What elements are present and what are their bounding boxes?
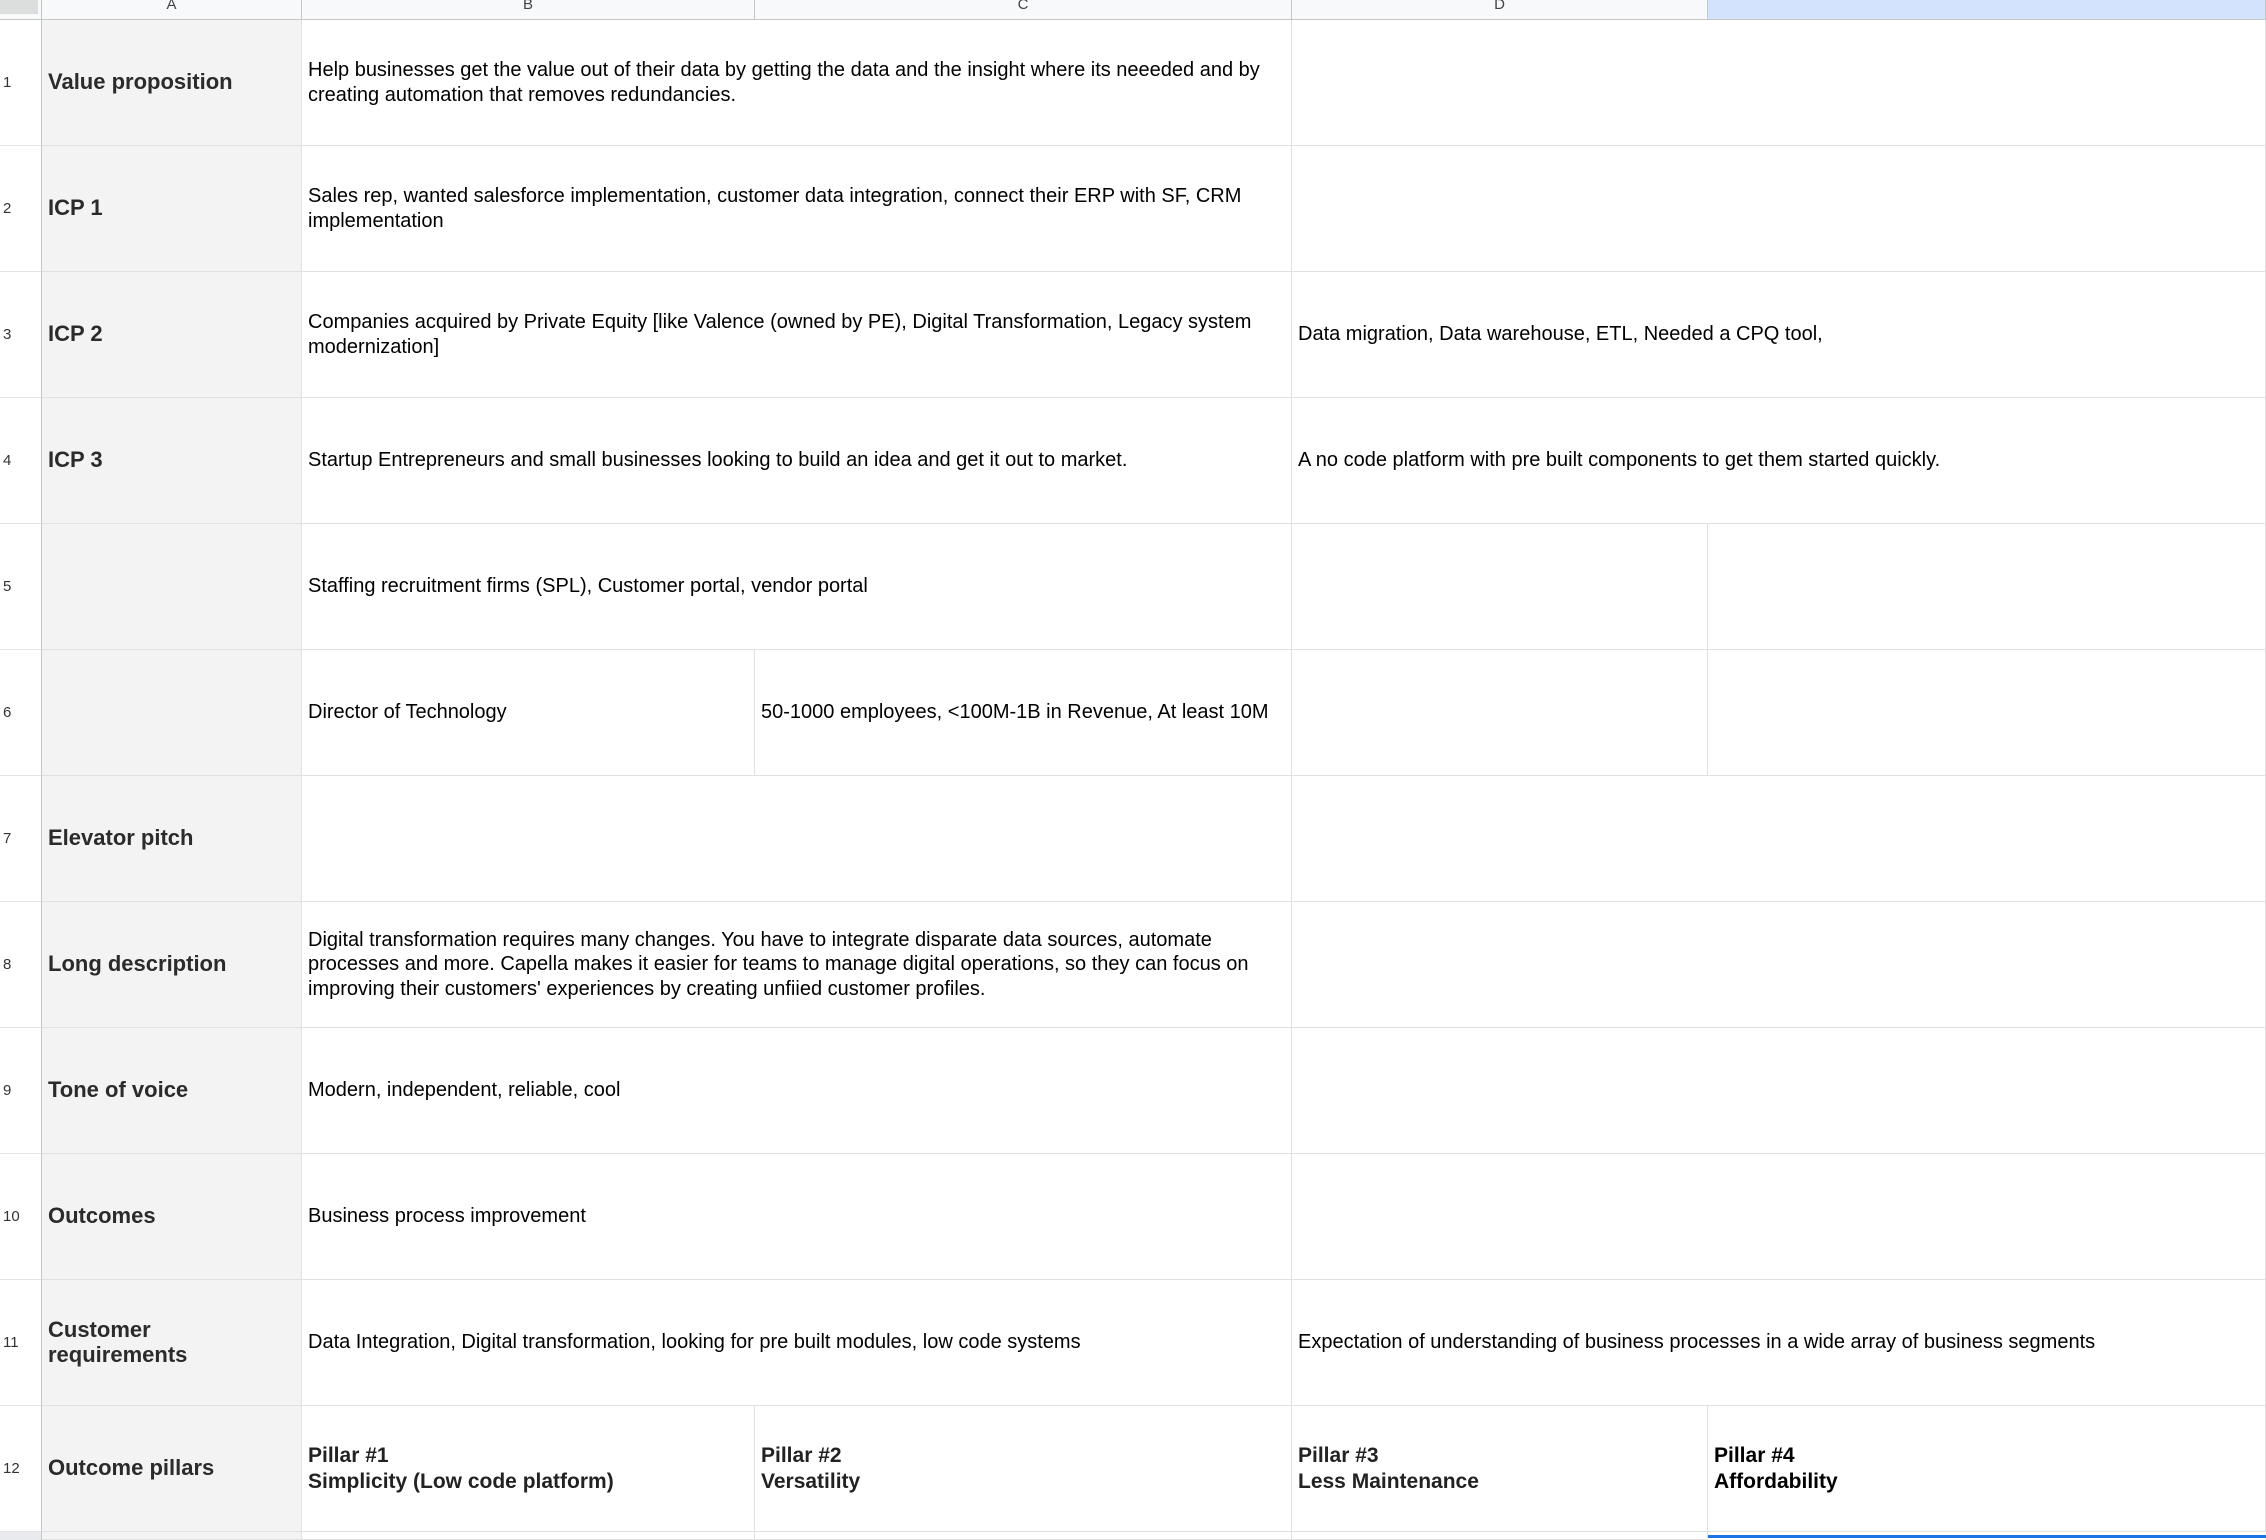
cell-b6[interactable] [302, 650, 755, 776]
cell-text: Modern, independent, reliable, cool [308, 1079, 621, 1102]
row-label: Elevator pitch [48, 825, 194, 851]
cell-b2[interactable] [302, 146, 1292, 272]
pillar-text: Pillar #4 Affordability [1714, 1443, 1838, 1493]
cell-d1[interactable] [1292, 20, 2266, 146]
select-all-corner[interactable] [0, 0, 42, 20]
selected-cell-border[interactable] [1708, 1535, 2266, 1538]
cell-b8[interactable] [302, 902, 1292, 1028]
row-label-cell[interactable] [42, 20, 302, 146]
row-header[interactable]: 9 [0, 1028, 42, 1154]
cell-d3[interactable] [1292, 272, 2266, 398]
column-header-d[interactable]: D [1292, 0, 1708, 20]
cell-d13[interactable] [1292, 1532, 1708, 1540]
cell-d5[interactable] [1292, 524, 1708, 650]
cell-d7[interactable] [1292, 776, 2266, 902]
column-header-c[interactable]: C [755, 0, 1292, 20]
row-label-cell[interactable] [42, 398, 302, 524]
cell-text: Sales rep, wanted salesforce implementation, customer data integration, connect their ERP with SF, CRM implementation [308, 185, 1242, 232]
cell-a13[interactable] [42, 1532, 302, 1540]
cell-text: Director of Technology [308, 701, 507, 724]
pillar-text: Pillar #2 Versatility [761, 1443, 861, 1493]
cell-b7[interactable] [302, 776, 1292, 902]
row-label: Outcomes [48, 1203, 156, 1229]
cell-text: Help businesses get the value out of their data by getting the data and the insight where its neeeded and by creating automation that removes redundancies. [308, 59, 1260, 106]
row-label-cell[interactable] [42, 650, 302, 776]
pillar-cell-2[interactable] [755, 1406, 1292, 1532]
cell-d4[interactable] [1292, 398, 2266, 524]
pillar-cell-4[interactable] [1708, 1406, 2266, 1532]
row-header[interactable]: 2 [0, 146, 42, 272]
row-label: Customer requirements [48, 1317, 188, 1367]
cell-b10[interactable] [302, 1154, 1292, 1280]
cell-d9[interactable] [1292, 1028, 2266, 1154]
cell-d6[interactable] [1292, 650, 1708, 776]
row-label-cell[interactable] [42, 146, 302, 272]
cell-e5[interactable] [1708, 524, 2266, 650]
pillar-text: Pillar #1 Simplicity (Low code platform) [308, 1443, 614, 1493]
row-header[interactable]: 7 [0, 776, 42, 902]
row-label-cell[interactable] [42, 272, 302, 398]
cell-text: Data Integration, Digital transformation, looking for pre built modules, low code systems [308, 1331, 1081, 1354]
cell-b5[interactable] [302, 524, 1292, 650]
column-header-e[interactable] [1708, 0, 2266, 20]
cell-b13[interactable] [302, 1532, 755, 1540]
cell-text: Staffing recruitment firms (SPL), Customer portal, vendor portal [308, 575, 868, 598]
pillar-cell-3[interactable] [1292, 1406, 1708, 1532]
cell-d2[interactable] [1292, 146, 2266, 272]
cell-text: Business process improvement [308, 1205, 586, 1228]
row-label: ICP 3 [48, 447, 103, 473]
cell-c6[interactable] [755, 650, 1292, 776]
cell-b4[interactable] [302, 398, 1292, 524]
cell-d11[interactable] [1292, 1280, 2266, 1406]
row-header[interactable]: 11 [0, 1280, 42, 1406]
row-label-cell[interactable] [42, 1406, 302, 1532]
column-header-b[interactable]: B [302, 0, 755, 20]
cell-b1[interactable] [302, 20, 1292, 146]
row-header-partial[interactable] [0, 1532, 42, 1540]
cell-b3[interactable] [302, 272, 1292, 398]
cell-d10[interactable] [1292, 1154, 2266, 1280]
cell-text: 50-1000 employees, <100M-1B in Revenue, At least 10M [761, 701, 1269, 724]
row-label: Outcome pillars [48, 1455, 215, 1481]
row-label: Tone of voice [48, 1077, 189, 1103]
row-label-cell[interactable] [42, 1280, 302, 1406]
row-label-cell[interactable] [42, 776, 302, 902]
row-label: Long description [48, 951, 227, 977]
row-header[interactable]: 10 [0, 1154, 42, 1280]
cell-text: Data migration, Data warehouse, ETL, Needed a CPQ tool, [1298, 323, 1823, 346]
cell-d8[interactable] [1292, 902, 2266, 1028]
row-header[interactable]: 1 [0, 20, 42, 146]
row-label-cell[interactable] [42, 1154, 302, 1280]
row-header[interactable]: 6 [0, 650, 42, 776]
pillar-text: Pillar #3 Less Maintenance [1298, 1443, 1479, 1493]
row-header[interactable]: 4 [0, 398, 42, 524]
cell-c13[interactable] [755, 1532, 1292, 1540]
row-header[interactable]: 5 [0, 524, 42, 650]
row-label: Value proposition [48, 69, 233, 95]
cell-b9[interactable] [302, 1028, 1292, 1154]
row-label: ICP 1 [48, 195, 103, 221]
cell-text: Expectation of understanding of business processes in a wide array of business segments [1298, 1331, 2096, 1354]
cell-b11[interactable] [302, 1280, 1292, 1406]
cell-text: Digital transformation requires many changes. You have to integrate disparate data sources, automate processes and more. Capella makes it easier for teams to manage digital operations, so they can focus on improving their customers' experiences by creating unfiied customer profiles. [308, 928, 1249, 1000]
column-header-a[interactable]: A [42, 0, 302, 20]
row-label-cell[interactable] [42, 1028, 302, 1154]
cell-text: A no code platform with pre built components to get them started quickly. [1298, 449, 1941, 472]
row-label-cell[interactable] [42, 902, 302, 1028]
row-header[interactable]: 8 [0, 902, 42, 1028]
row-header[interactable]: 12 [0, 1406, 42, 1532]
row-header[interactable]: 3 [0, 272, 42, 398]
row-label-cell[interactable] [42, 524, 302, 650]
row-label: ICP 2 [48, 321, 103, 347]
cell-text: Startup Entrepreneurs and small businesses looking to build an idea and get it out to market. [308, 449, 1128, 472]
pillar-cell-1[interactable] [302, 1406, 755, 1532]
cell-text: Companies acquired by Private Equity [like Valence (owned by PE), Digital Transformation, Legacy system modernization] [308, 311, 1252, 358]
cell-e6[interactable] [1708, 650, 2266, 776]
